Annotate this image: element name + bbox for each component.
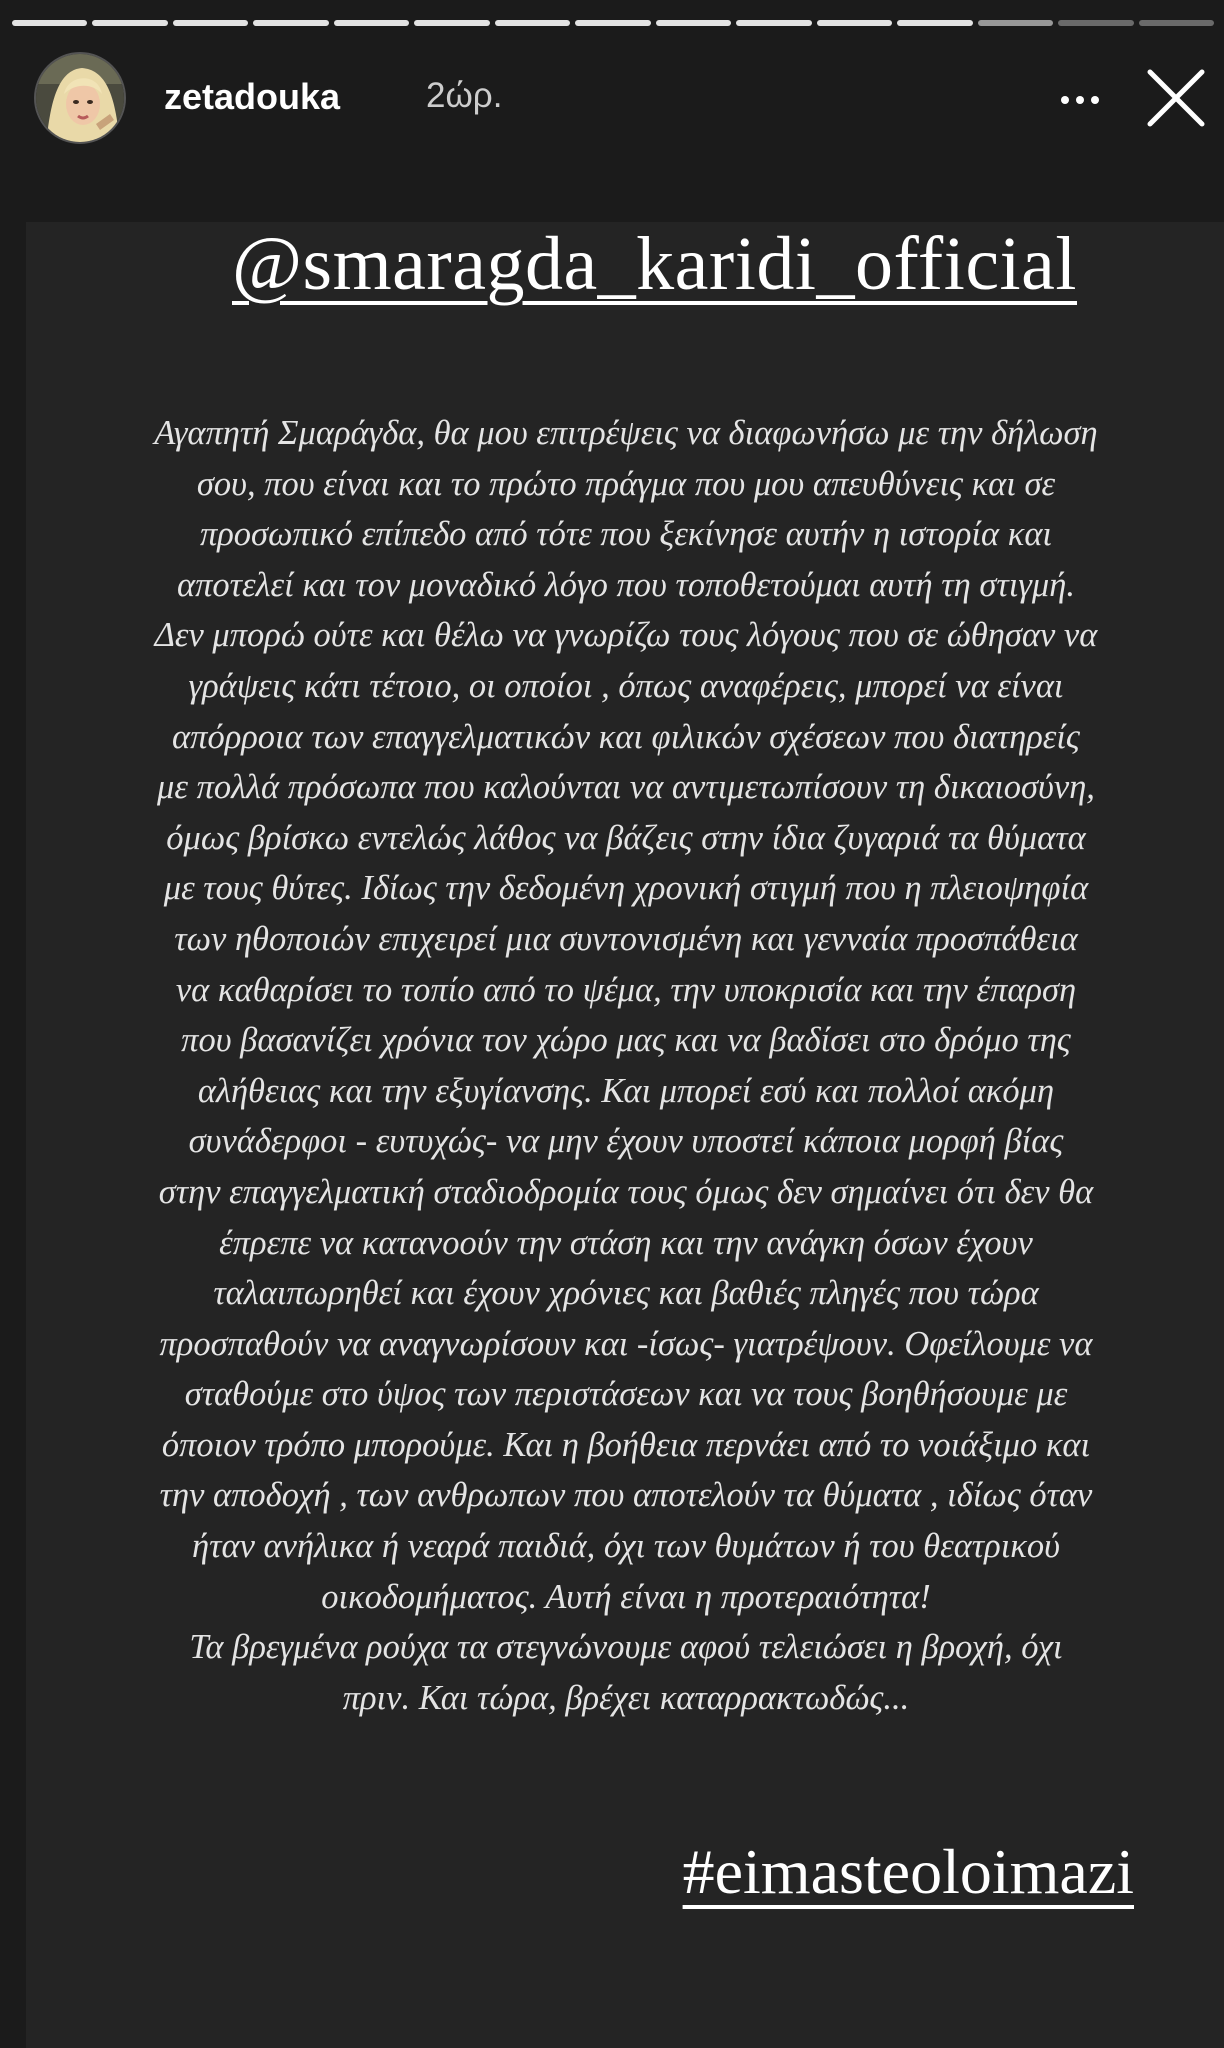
- mention-sticker[interactable]: @smaragda_karidi_official: [232, 222, 1078, 306]
- statement-line: ήταν ανήλικα ή νεαρά παιδιά, όχι των θυμάτων ή του θεατρικού: [192, 1527, 1060, 1566]
- statement-line: ταλαιπωρηθεί και έχουν χρόνιες και βαθιές πληγές που τώρα: [213, 1274, 1039, 1313]
- avatar[interactable]: [34, 52, 126, 144]
- statement-line: έπρεπε να κατανοούν την στάση και την ανάγκη όσων έχουν: [219, 1223, 1033, 1262]
- hashtag-sticker[interactable]: #eimasteoloimazi: [682, 1836, 1134, 1907]
- statement-line: προσπαθούν να αναγνωρίσουν και -ίσως- γιατρέψουν. Οφείλουμε να: [159, 1324, 1093, 1363]
- timestamp: 2ώρ.: [426, 76, 503, 115]
- statement-line: απόρροια των επαγγελματικών και φιλικών σχέσεων που διατηρείς: [172, 717, 1080, 756]
- statement-line: που βασανίζει χρόνια τον χώρο μας και να βαδίσει στο δρόμο της: [181, 1021, 1071, 1060]
- statement-line: συνάδερφοι - ευτυχώς- να μην έχουν υποστεί κάποια μορφή βίας: [188, 1122, 1064, 1161]
- statement-line: προσωπικό επίπεδο από τότε που ξεκίνησε αυτήν η ιστορία και: [199, 515, 1053, 554]
- statement-line: αποτελεί και τον μοναδικό λόγο που τοποθετούμαι αυτή τη στιγμή.: [177, 565, 1075, 604]
- statement-line: των ηθοποιών επιχειρεί μια συντονισμένη και γενναία προσπάθεια: [174, 919, 1078, 958]
- progress-segment: [495, 20, 570, 26]
- more-horizontal-icon: [1091, 96, 1099, 104]
- statement-line: σταθούμε στο ύψος των περιστάσεων και να τους βοηθήσουμε με: [184, 1375, 1068, 1414]
- username[interactable]: zetadouka: [164, 76, 341, 117]
- progress-segment: [173, 20, 248, 26]
- statement-line: γράψεις κάτι τέτοιο, οι οποίοι , όπως αναφέρεις, μπορεί να είναι: [188, 666, 1064, 705]
- statement-line: Αγαπητή Σμαράγδα, θα μου επιτρέψεις να διαφωνήσω με την δήλωση: [154, 414, 1098, 452]
- progress-segment: [1139, 20, 1214, 26]
- statement-line: με τους θύτες. Ιδίως την δεδομένη χρονική στιγμή που η πλειοψηφία: [163, 869, 1089, 908]
- statement-line: με πολλά πρόσωπα που καλούνται να αντιμετωπίσουν τη δικαιοσύνη,: [157, 768, 1095, 807]
- statement-line: όποιον τρόπο μπορούμε. Και η βοήθεια περνάει από το νοιάξιμο και: [161, 1425, 1091, 1464]
- progress-segment: [897, 20, 972, 26]
- story-header: [34, 52, 1210, 144]
- story-progress-bar: [12, 20, 1214, 26]
- statement-text: [56, 408, 1196, 1723]
- progress-segment: [92, 20, 167, 26]
- progress-segment: [253, 20, 328, 26]
- statement-line: πριν. Και τώρα, βρέχει καταρρακτωδώς...: [342, 1678, 910, 1717]
- statement-line: Δεν μπορώ ούτε και θέλω να γνωρίζω τους λόγους που σε ώθησαν να: [154, 616, 1098, 655]
- avatar-image: [36, 54, 126, 144]
- statement-line: Τα βρεγμένα ρούχα τα στεγνώνουμε αφού τελειώσει η βροχή, όχι: [189, 1628, 1063, 1667]
- progress-segment: [12, 20, 87, 26]
- more-horizontal-icon: [1061, 96, 1069, 104]
- statement-line: σου, που είναι και το πρώτο πράγμα που μου απευθύνεις και σε: [196, 464, 1056, 503]
- progress-segment: [978, 20, 1053, 26]
- progress-segment: [414, 20, 489, 26]
- progress-segment: [334, 20, 409, 26]
- progress-segment: [656, 20, 731, 26]
- story-content[interactable]: [26, 222, 1224, 2048]
- progress-segment: [1058, 20, 1133, 26]
- statement-line: να καθαρίσει το τοπίο από το ψέμα, την υποκρισία και την έπαρση: [175, 970, 1077, 1009]
- statement-line: την αποδοχή , των ανθρωπων που αποτελούν τα θύματα , ιδίως όταν: [159, 1476, 1093, 1515]
- statement-line: αλήθειας και την εξυγίανσης. Και μπορεί εσύ και πολλοί ακόμη: [197, 1071, 1055, 1110]
- close-icon: [1142, 64, 1210, 132]
- progress-segment: [575, 20, 650, 26]
- close-button[interactable]: [1142, 64, 1210, 132]
- statement-line: όμως βρίσκω εντελώς λάθος να βάζεις στην ίδια ζυγαριά τα θύματα: [166, 818, 1086, 857]
- statement-line: στην επαγγελματική σταδιοδρομία τους όμως δεν σημαίνει ότι δεν θα: [158, 1172, 1094, 1211]
- progress-segment: [736, 20, 811, 26]
- progress-segment: [817, 20, 892, 26]
- statement-line: οικοδομήματος. Αυτή είναι η προτεραιότητα!: [321, 1577, 931, 1616]
- more-options-button[interactable]: [1050, 78, 1110, 122]
- more-horizontal-icon: [1076, 96, 1084, 104]
